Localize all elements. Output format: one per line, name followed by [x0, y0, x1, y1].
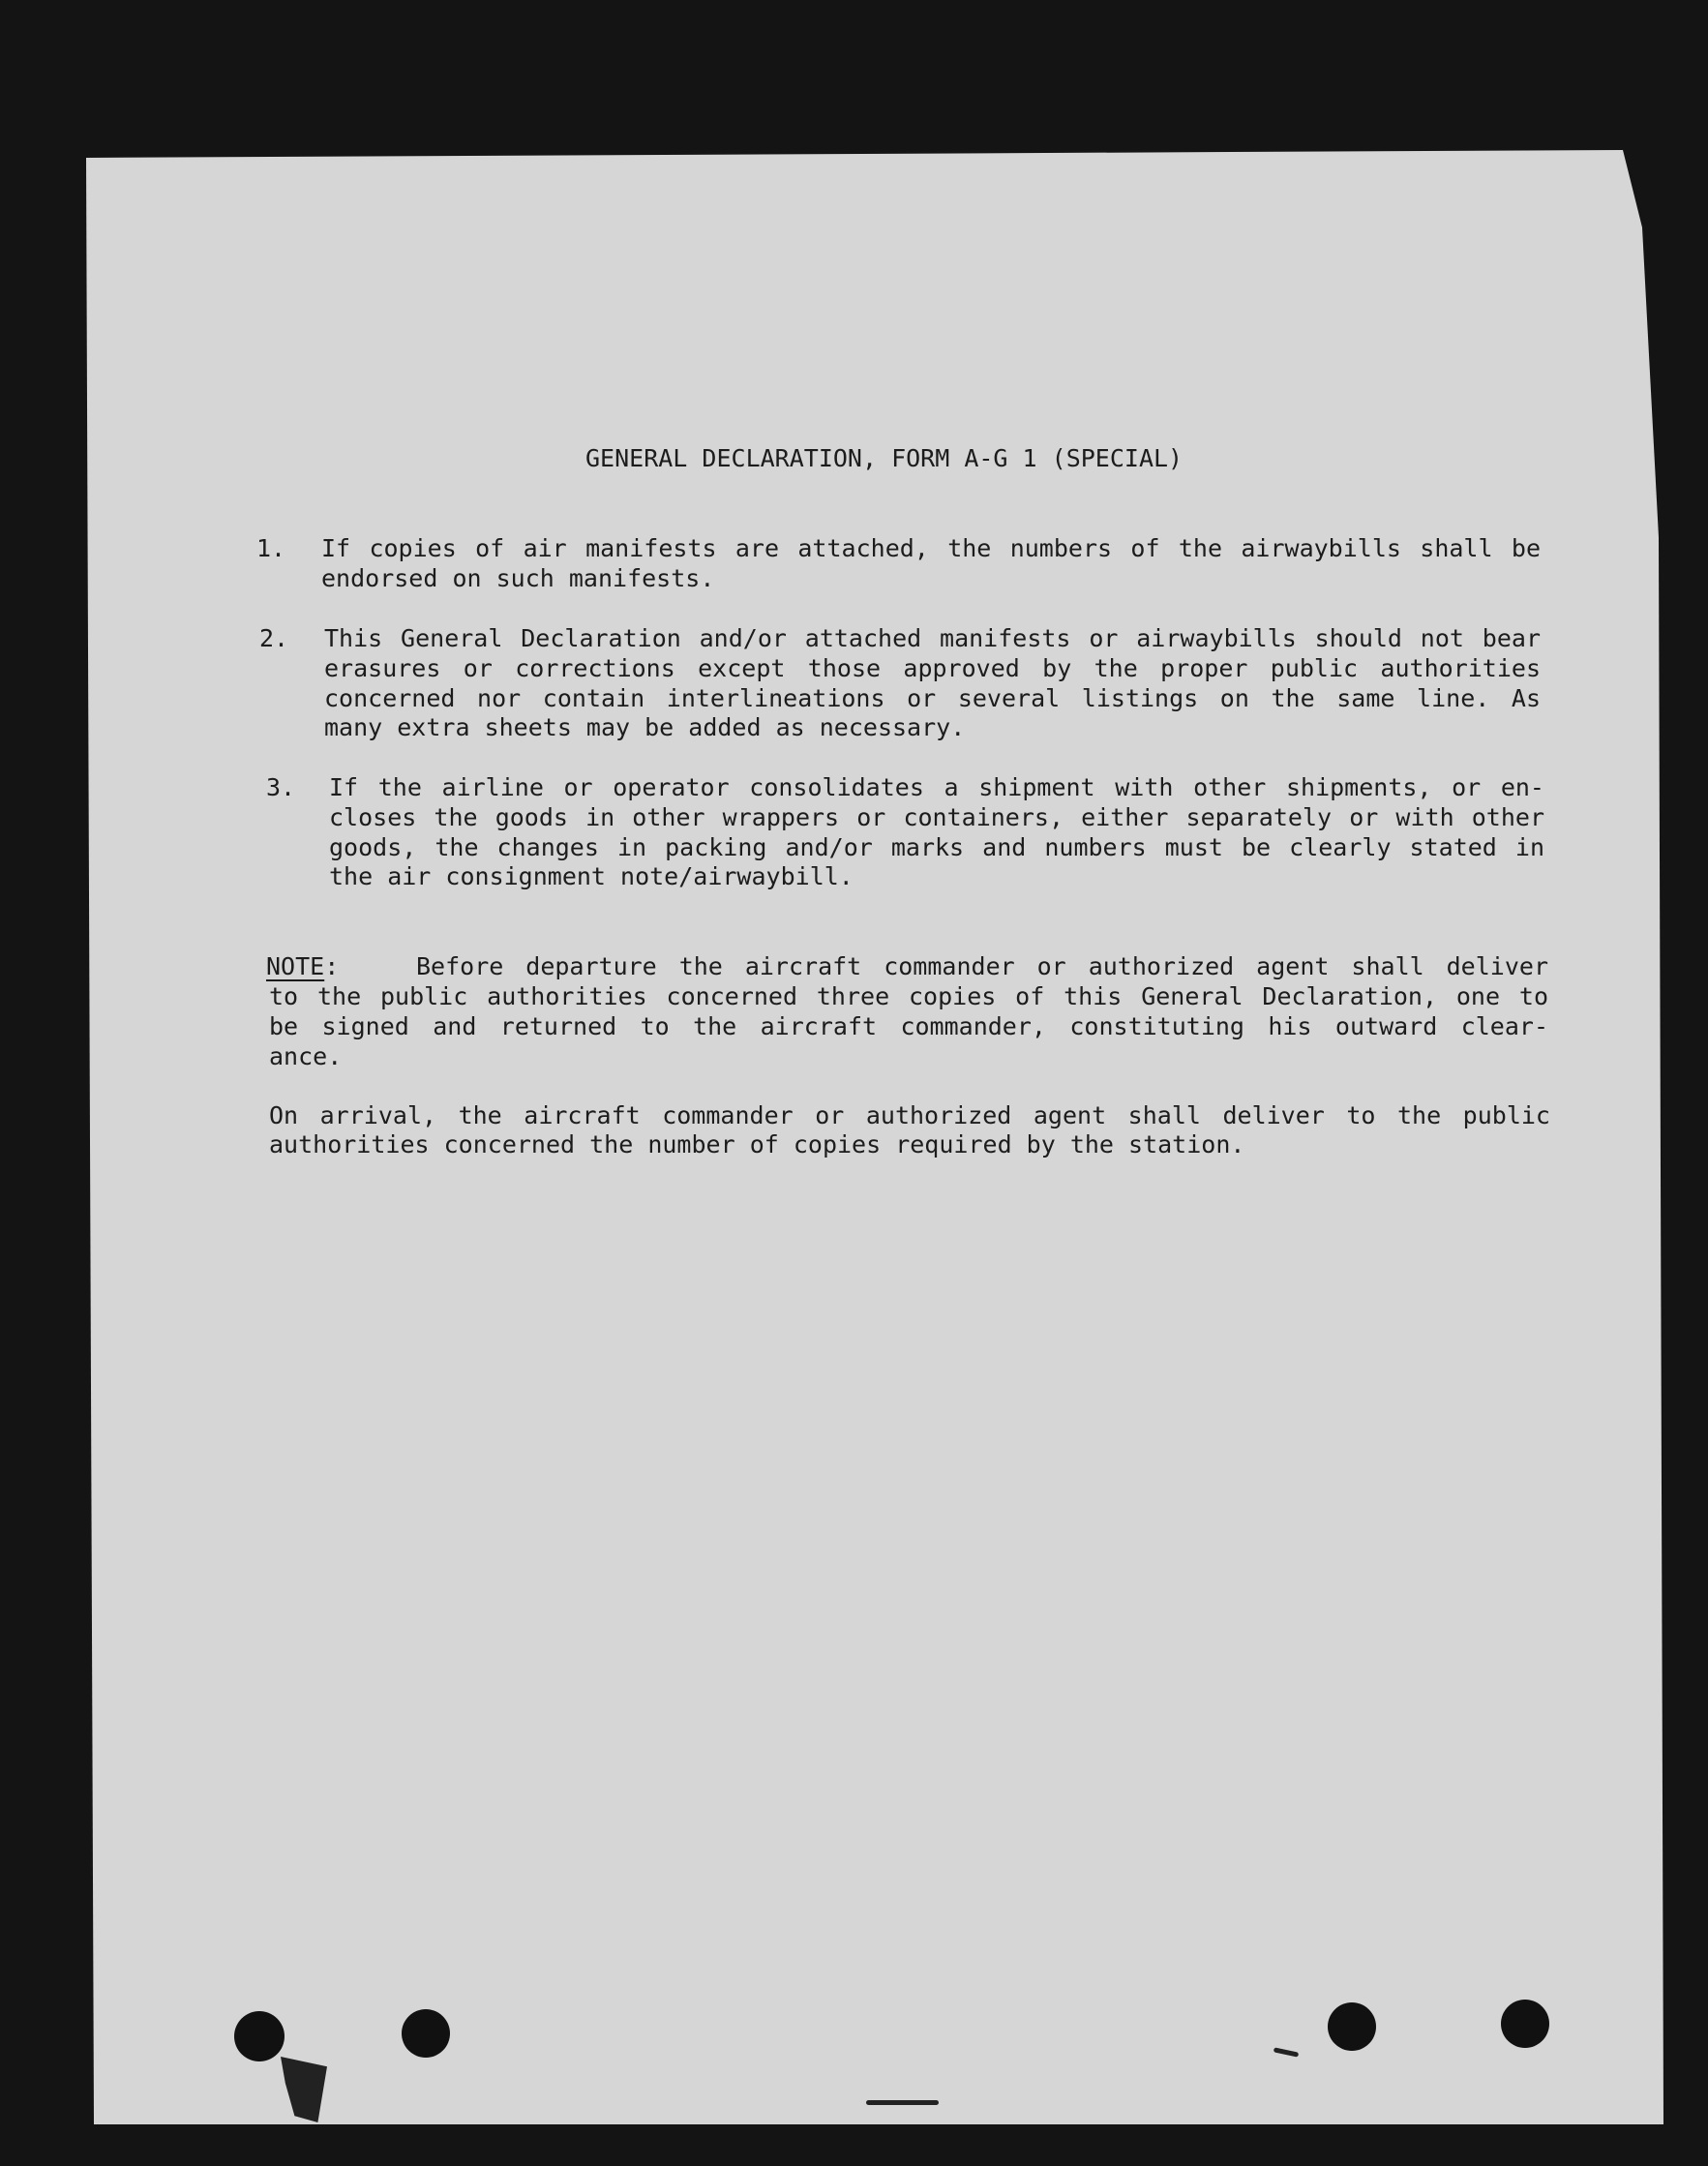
item-text-line: many extra sheets may be added as necessary. — [324, 713, 966, 741]
note-label-wrapper — [266, 951, 339, 981]
punch-hole — [234, 2011, 285, 2061]
item-text-line: the air consignment note/airwaybill. — [329, 862, 854, 890]
note-label-suffix: : — [324, 952, 340, 980]
item-text-line: concerned nor contain interlineations or several listings on the same line. As — [324, 684, 1541, 712]
punch-hole — [402, 2009, 450, 2058]
punch-hole — [1328, 2002, 1376, 2051]
punch-hole — [1501, 2000, 1549, 2048]
document-title: GENERAL DECLARATION, FORM A-G 1 (SPECIAL) — [585, 444, 1184, 472]
item-text-line: If the airline or operator consolidates a shipment with other shipments, or en- — [329, 773, 1544, 801]
note-text-line: to the public authorities concerned three copies of this General Declaration, one to — [269, 982, 1548, 1010]
item-text-line: This General Declaration and/or attached manifests or airwaybills should not bear — [324, 624, 1541, 652]
item-text-line: closes the goods in other wrappers or containers, either separately or with other — [329, 803, 1544, 831]
item-text-line: endorsed on such manifests. — [321, 564, 715, 592]
item-number: 2. — [259, 624, 289, 652]
item-text-line: If copies of air manifests are attached, the numbers of the airwaybills shall be — [321, 534, 1541, 562]
paper-mark — [866, 2100, 939, 2105]
item-text-line: erasures or corrections except those approved by the proper public authorities — [324, 654, 1541, 682]
item-number: 1. — [256, 534, 286, 562]
note-label: NOTE — [266, 952, 325, 980]
note-text-line: Before departure the aircraft commander or authorized agent shall deliver — [416, 952, 1548, 980]
arrival-text-line: authorities concerned the number of copies required by the station. — [269, 1130, 1245, 1158]
note-text-line: ance. — [269, 1042, 343, 1070]
note-text-line: be signed and returned to the aircraft commander, constituting his outward clear- — [269, 1012, 1548, 1040]
arrival-text-line: On arrival, the aircraft commander or authorized agent shall deliver to the public — [269, 1101, 1550, 1129]
item-number: 3. — [266, 773, 296, 801]
item-text-line: goods, the changes in packing and/or marks and numbers must be clearly stated in — [329, 833, 1544, 861]
